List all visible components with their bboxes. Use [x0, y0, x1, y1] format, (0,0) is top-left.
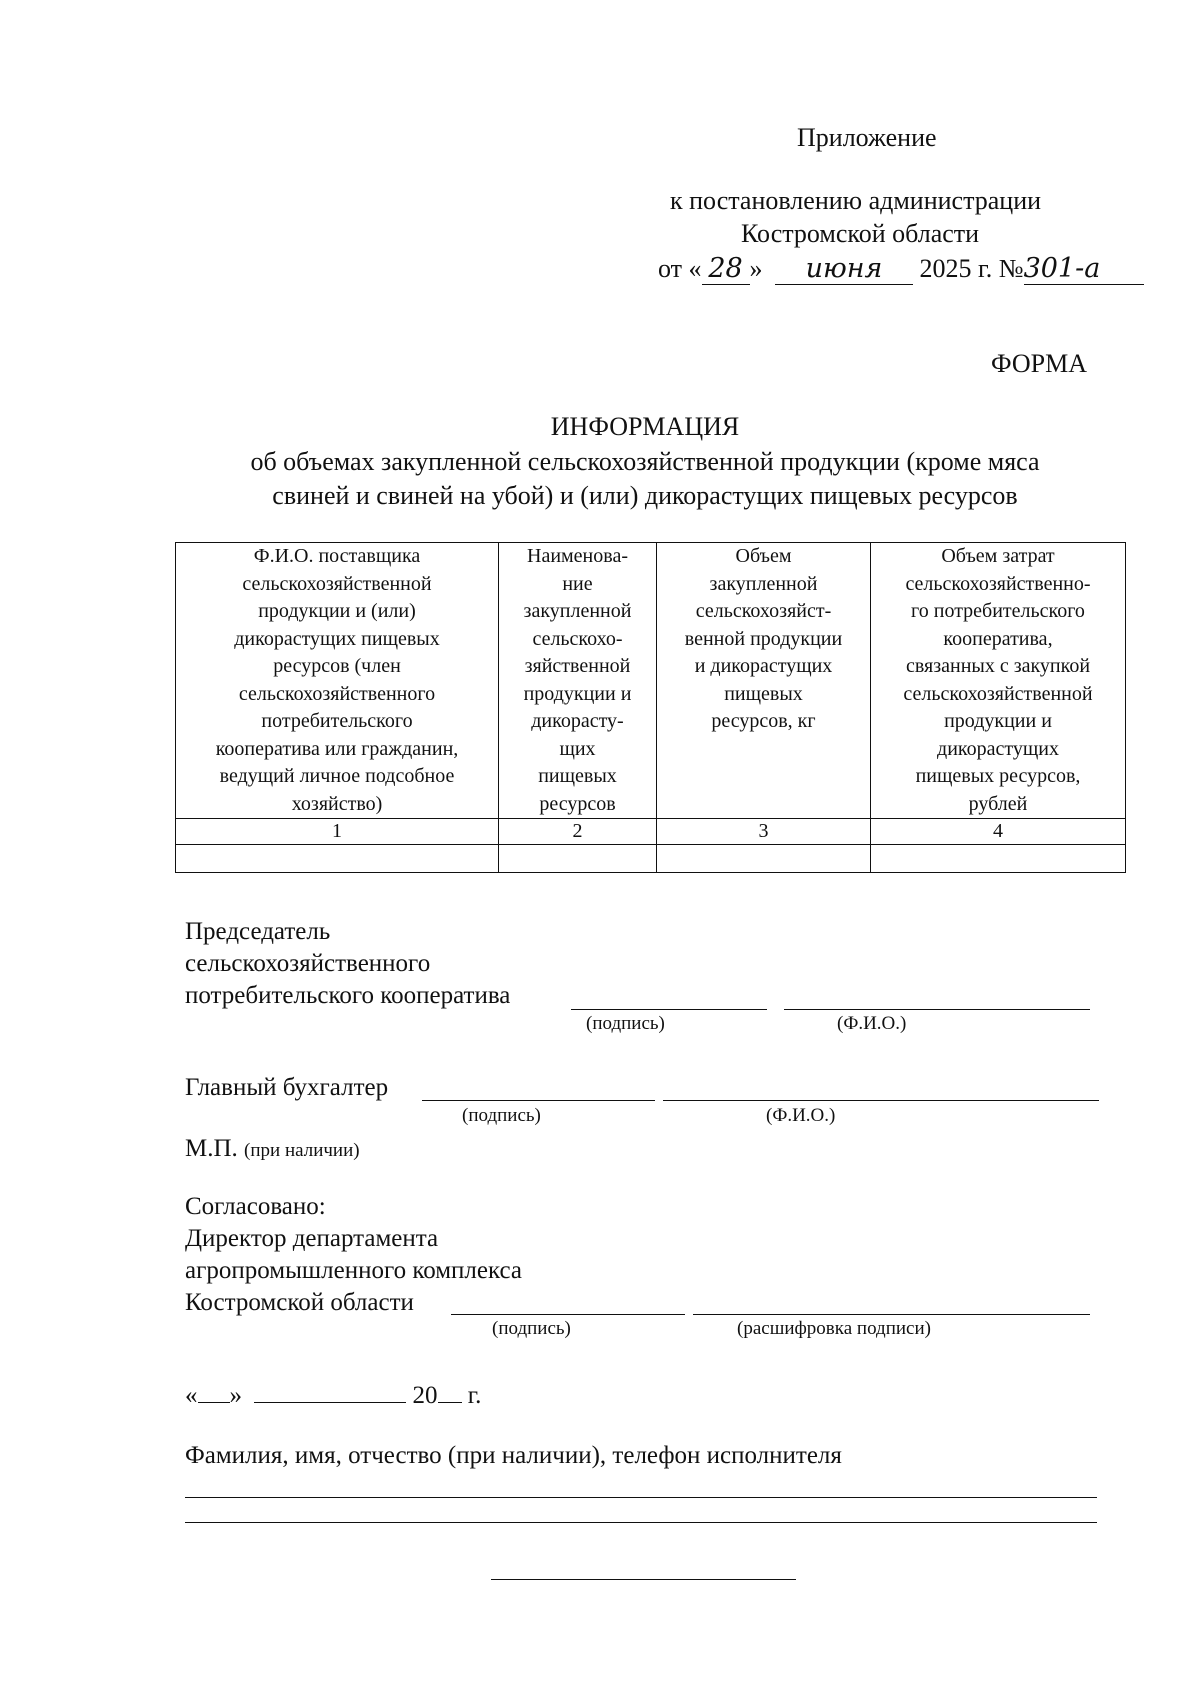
approval-line2: агропромышленного комплекса	[185, 1257, 523, 1284]
header-text-line: сельскохо-	[532, 627, 623, 650]
col-number: 2	[499, 819, 657, 845]
date-year-prefix: 20	[412, 1382, 438, 1409]
header-text-line: сельскохозяйственно-	[905, 572, 1091, 595]
header-text-line: щих	[559, 737, 596, 760]
approval-signature-line[interactable]	[451, 1314, 685, 1315]
header-text-line: ресурсов	[539, 792, 616, 815]
chairman-name-caption: (Ф.И.О.)	[837, 1013, 907, 1034]
table-cell[interactable]	[176, 845, 499, 873]
header-text-line: закупленной	[523, 600, 632, 622]
chairman-name-line[interactable]	[784, 1009, 1090, 1010]
executor-line-2[interactable]	[185, 1522, 1097, 1523]
header-text-line: ние	[562, 572, 593, 595]
table-cell[interactable]	[499, 845, 657, 873]
decree-reference-line1: к постановлению администрации	[670, 186, 1042, 215]
executor-line-1[interactable]	[185, 1497, 1097, 1498]
header-text-line: продукции и	[523, 682, 632, 705]
header-text-line: и дикорастущих	[694, 655, 833, 677]
decree-date-line	[658, 254, 1144, 285]
header-text-line: пищевых	[538, 765, 617, 787]
approval-line3: Костромской области	[185, 1289, 414, 1316]
col4-header	[871, 543, 1126, 819]
col1-header	[176, 543, 499, 819]
col3-header	[657, 543, 871, 819]
approval-line1: Директор департамента	[185, 1225, 439, 1252]
chairman-line3: потребительского кооператива	[185, 982, 511, 1009]
date-year-suffix: г.	[467, 1382, 482, 1409]
approval-name-caption: (расшифровка подписи)	[737, 1318, 931, 1339]
doc-number-handwritten: 301-а	[1024, 254, 1144, 285]
header-text-line: ресурсов, кг	[711, 710, 816, 732]
header-text-line: ведущий личное подсобное	[219, 765, 455, 787]
document-subtitle-line2: свиней и свиней на убой) и (или) дикорастущих пищевых ресурсов	[272, 481, 1018, 510]
table-header-row	[176, 543, 1126, 819]
approval-label: Согласовано:	[185, 1193, 326, 1220]
date-mid: »	[749, 254, 763, 283]
header-text-line: ресурсов (член	[273, 655, 401, 677]
stamp-note: (при наличии)	[244, 1140, 360, 1161]
date-year-blank[interactable]	[438, 1378, 462, 1403]
header-text-line: сельскохозяйственной	[903, 682, 1093, 705]
header-text-line: Объем затрат	[941, 545, 1055, 567]
header-text-line: продукции и	[944, 710, 1052, 732]
date-month-handwritten: июня	[775, 254, 913, 285]
header-text-line: сельскохозяйственного	[238, 682, 436, 705]
header-text-line: сельскохозяйственной	[242, 572, 432, 595]
header-text-line: связанных с закупкой	[905, 655, 1091, 677]
header-text-line: Объем	[735, 545, 792, 567]
accountant-name-line[interactable]	[663, 1100, 1099, 1101]
header-text-line: хозяйство)	[291, 792, 383, 815]
accountant-signature-caption: (подпись)	[462, 1105, 541, 1126]
header-text-line: пищевых ресурсов,	[915, 765, 1081, 787]
header-text-line: го потребительского	[911, 600, 1085, 622]
chairman-line1: Председатель	[185, 918, 331, 945]
header-text-line: венной продукции	[684, 627, 843, 650]
col-number: 4	[871, 819, 1126, 845]
date-fill-line	[185, 1378, 481, 1411]
col-number: 1	[176, 819, 499, 845]
col-number: 3	[657, 819, 871, 845]
date-close-quote: »	[229, 1382, 242, 1409]
header-text-line: зяйственной	[524, 655, 631, 677]
decree-reference-line2: Костромской области	[741, 219, 980, 248]
date-month-blank[interactable]	[254, 1378, 406, 1403]
header-text-line: дикорасту-	[531, 710, 624, 732]
chief-accountant-label: Главный бухгалтер	[185, 1074, 389, 1101]
header-text-line: кооператива или гражданин,	[215, 737, 459, 760]
table-cell[interactable]	[657, 845, 871, 873]
document-title: ИНФОРМАЦИЯ	[550, 412, 740, 441]
date-year-number-label: 2025 г. №	[919, 254, 1024, 283]
date-day-blank[interactable]	[198, 1378, 230, 1403]
date-day-handwritten: 28	[702, 254, 750, 285]
table-row	[176, 845, 1126, 873]
chairman-signature-caption: (подпись)	[586, 1013, 665, 1034]
accountant-signature-line[interactable]	[422, 1100, 655, 1101]
date-open-quote: «	[185, 1382, 198, 1409]
header-text-line: закупленной	[709, 572, 818, 595]
approval-signature-caption: (подпись)	[492, 1318, 571, 1339]
header-text-line: продукции и (или)	[258, 600, 416, 622]
form-label: ФОРМА	[991, 349, 1087, 378]
executor-label: Фамилия, имя, отчество (при наличии), телефон исполнителя	[185, 1442, 842, 1469]
accountant-name-caption: (Ф.И.О.)	[766, 1105, 836, 1126]
header-text-line: дикорастущих	[937, 737, 1059, 760]
appendix-label: Приложение	[797, 123, 937, 152]
stamp-line	[185, 1134, 360, 1166]
header-text-line: дикорастущих пищевых	[234, 627, 440, 650]
chairman-line2: сельскохозяйственного	[185, 950, 431, 977]
chairman-signature-line[interactable]	[571, 1009, 767, 1010]
header-text-line: кооператива,	[943, 627, 1053, 650]
table-cell[interactable]	[871, 845, 1126, 873]
header-text-line: Ф.И.О. поставщика	[253, 545, 421, 567]
table-number-row	[176, 819, 1126, 845]
approval-name-line[interactable]	[693, 1314, 1090, 1315]
header-text-line: рублей	[968, 792, 1028, 815]
stamp-label: М.П.	[185, 1135, 238, 1162]
header-text-line: Наименова-	[527, 545, 628, 567]
header-text-line: пищевых	[724, 682, 803, 705]
header-text-line: сельскохозяйст-	[695, 600, 832, 622]
col2-header	[499, 543, 657, 819]
date-prefix: от «	[658, 254, 702, 283]
document-subtitle-line1: об объемах закупленной сельскохозяйственной продукции (кроме мяса	[250, 447, 1040, 476]
header-text-line: потребительского	[261, 710, 413, 732]
data-table	[175, 542, 1126, 873]
end-divider	[491, 1579, 796, 1580]
